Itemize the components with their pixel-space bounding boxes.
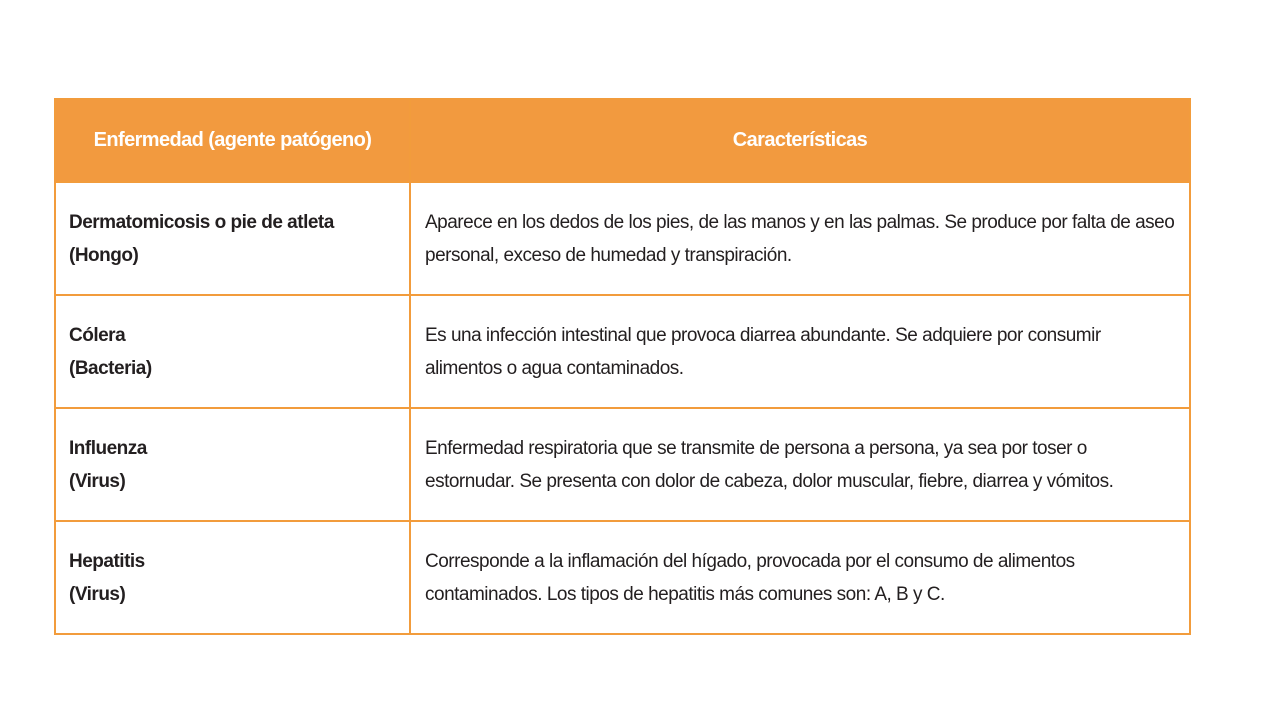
- disease-name: Dermatomicosis o pie de atleta: [69, 211, 334, 233]
- disease-cell: [55, 408, 410, 521]
- disease-name: Influenza: [69, 437, 147, 459]
- disease-table: [54, 98, 1191, 635]
- disease-cell: [55, 521, 410, 634]
- table-row: [55, 182, 1190, 295]
- header-disease: Enfermedad (agente patógeno): [55, 99, 410, 182]
- disease-name: Hepatitis: [69, 550, 145, 572]
- header-row: [55, 99, 1190, 182]
- disease-cell: [55, 295, 410, 408]
- description-cell: Enfermedad respiratoria que se transmite de persona a persona, ya sea por toser o estornudar. Se presenta con dolor de cabeza, dolor muscular, fiebre, diarrea y vómitos.: [410, 408, 1190, 521]
- disease-agent: (Bacteria): [69, 357, 152, 379]
- disease-name: Cólera: [69, 324, 126, 346]
- disease-agent: (Virus): [69, 470, 126, 492]
- description-cell: Es una infección intestinal que provoca diarrea abundante. Se adquiere por consumir alimentos o agua contaminados.: [410, 295, 1190, 408]
- disease-agent: (Virus): [69, 583, 126, 605]
- table-row: [55, 408, 1190, 521]
- disease-cell: [55, 182, 410, 295]
- table-row: [55, 295, 1190, 408]
- disease-table-container: [54, 98, 1189, 635]
- table-header: [55, 99, 1190, 182]
- description-cell: Aparece en los dedos de los pies, de las manos y en las palmas. Se produce por falta de aseo personal, exceso de humedad y transpiración.: [410, 182, 1190, 295]
- disease-agent: (Hongo): [69, 244, 139, 266]
- table-row: [55, 521, 1190, 634]
- header-characteristics: Características: [410, 99, 1190, 182]
- description-cell: Corresponde a la inflamación del hígado, provocada por el consumo de alimentos contaminados. Los tipos de hepatitis más comunes son: A, B y C.: [410, 521, 1190, 634]
- table-body: [55, 182, 1190, 634]
